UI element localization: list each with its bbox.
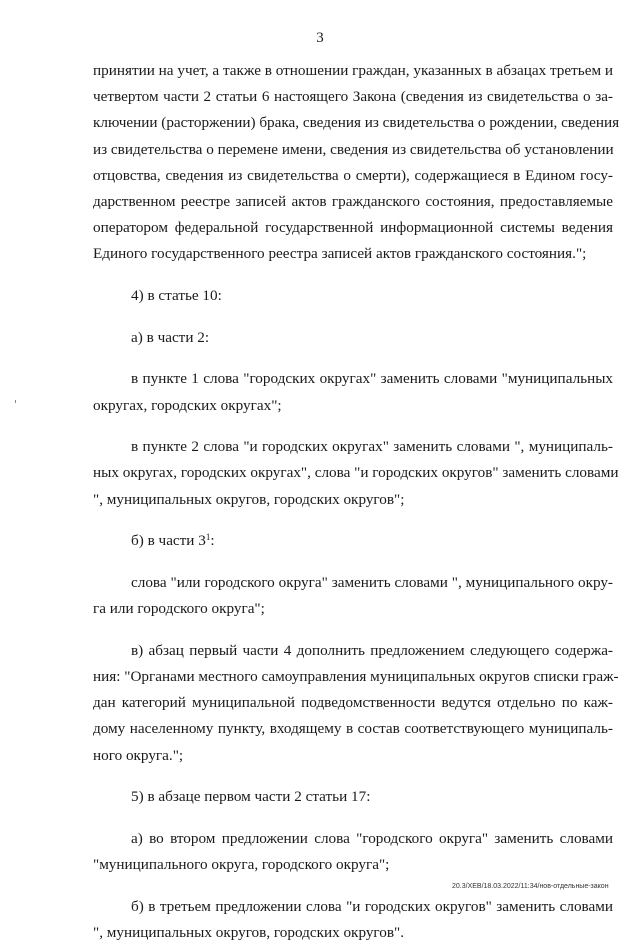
text-line: ния: "Органами местного самоуправления муниципальных округов списки граж- (93, 668, 619, 686)
text-line: оператором федеральной государственной информационной системы ведения (93, 219, 613, 237)
text-line: га или городского округа"; (93, 600, 265, 618)
text-line: "муниципального округа, городского округа"; (93, 856, 390, 874)
text-line: ключении (расторжении) брака, сведения из свидетельства о рождении, сведения (93, 114, 620, 132)
text-line: слова "или городского округа" заменить словами ", муниципального окру- (131, 574, 613, 591)
text-line: в пункте 2 слова "и городских округах" заменить словами ", муниципаль- (131, 438, 613, 456)
text-line: Единого государственного реестра записей актов гражданского состояния."; (93, 245, 587, 263)
document-footer: 20.3/ХЕВ/18.03.2022/11:34/нов-отдельные-закон (452, 883, 609, 890)
document-body (93, 58, 620, 946)
text-line: четвертом части 2 статьи 6 настоящего Закона (сведения из свидетельства о за- (93, 88, 613, 106)
text-line: а) в части 2: (131, 328, 210, 346)
text-line: округах, городских округах"; (93, 396, 282, 414)
text-line: ного округа."; (93, 746, 184, 764)
text-line: в пункте 1 слова "городских округах" заменить словами "муниципальных (131, 370, 613, 388)
margin-mark (15, 400, 16, 403)
text-line: принятии на учет, а также в отношении граждан, указанных в абзацах третьем и (93, 62, 613, 79)
page-number: 3 (316, 30, 324, 46)
text-line: а) во втором предложении слова "городского округа" заменить словами (131, 830, 613, 847)
text-line: дому населенному пункту, входящему в состав соответствующего муниципаль- (93, 720, 613, 738)
text-line: из свидетельства о перемене имени, сведения из свидетельства об установлении (93, 140, 614, 158)
text-line: в) абзац первый части 4 дополнить предложением следующего содержа- (131, 641, 613, 659)
superscript: 1 (205, 532, 211, 543)
text-line: ", муниципальных округов, городских округов"; (93, 490, 405, 508)
text-line: ных округах, городских округах", слова "и городских округов" заменить словами (93, 464, 619, 482)
text-line (93, 528, 613, 554)
text-line-main: б) в части 3 (131, 532, 206, 550)
text-line: 4) в статье 10: (131, 287, 222, 304)
text-line: дан категорий муниципальной подведомственности ведутся отдельно по каж- (93, 694, 613, 712)
text-line: ", муниципальных округов, городских округов". (93, 924, 405, 942)
text-line: б) в третьем предложении слова "и городских округов" заменить словами (131, 897, 613, 915)
text-line-tail: : (210, 532, 215, 550)
text-line: отцовства, сведения из свидетельства о смерти), содержащиеся в Едином госу- (93, 166, 613, 184)
text-line: 5) в абзаце первом части 2 статьи 17: (131, 788, 371, 806)
text-line: дарственном реестре записей актов гражданского состояния, предоставляемые (93, 192, 613, 210)
